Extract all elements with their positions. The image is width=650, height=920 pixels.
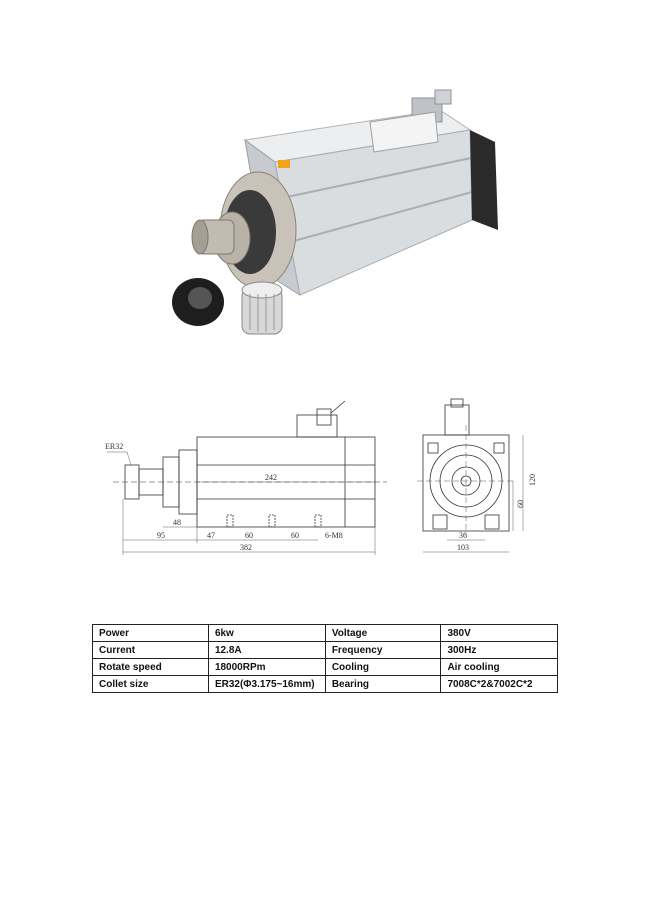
connector-plug-outline xyxy=(317,409,331,425)
dim-body-length: 242 xyxy=(265,473,277,482)
spec-label: Power xyxy=(93,625,209,642)
collet-top xyxy=(242,282,282,298)
end-view-mount xyxy=(485,515,499,529)
spec-label: Cooling xyxy=(325,659,441,676)
table-row xyxy=(93,625,558,642)
dim-collet-label: ER32 xyxy=(105,442,124,451)
mount-hole xyxy=(315,515,321,527)
spec-label: Frequency xyxy=(325,642,441,659)
dim-height-base: 60 xyxy=(516,500,525,508)
dim-bolt-spacing: 36 xyxy=(459,531,467,540)
collet-nut-hole xyxy=(188,287,212,309)
end-view xyxy=(417,399,523,552)
dim-hole-pitch-1: 60 xyxy=(245,531,253,540)
dim-first-hole: 47 xyxy=(207,531,215,540)
spec-label: Rotate speed xyxy=(93,659,209,676)
end-view-connector xyxy=(445,405,469,435)
spec-label: Bearing xyxy=(325,676,441,693)
spec-value: Air cooling xyxy=(441,659,558,676)
spec-value: 12.8A xyxy=(208,642,325,659)
mount-hole xyxy=(269,515,275,527)
table-row xyxy=(93,659,558,676)
spec-value: 18000RPm xyxy=(208,659,325,676)
technical-drawing xyxy=(95,395,565,560)
mount-hole xyxy=(227,515,233,527)
spec-value: ER32(Φ3.175~16mm) xyxy=(208,676,325,693)
spec-label: Current xyxy=(93,642,209,659)
spec-label: Voltage xyxy=(325,625,441,642)
end-view-plug xyxy=(451,399,463,407)
connector-cable xyxy=(331,401,345,413)
spec-value: 7008C*2&7002C*2 xyxy=(441,676,558,693)
spindle-photo xyxy=(150,80,510,350)
table-row xyxy=(93,642,558,659)
spec-label: Collet size xyxy=(93,676,209,693)
spec-value: 6kw xyxy=(208,625,325,642)
end-view-mount xyxy=(433,515,447,529)
spindle-thread-end xyxy=(192,220,208,254)
end-view-slot xyxy=(494,443,504,453)
dim-total-length: 382 xyxy=(240,543,252,552)
collet-leader xyxy=(127,452,131,465)
warning-label xyxy=(278,160,290,168)
end-view-slot xyxy=(428,443,438,453)
table-row xyxy=(93,676,558,693)
spec-table xyxy=(92,624,558,693)
dim-nose-length: 48 xyxy=(173,518,181,527)
dim-height-total: 120 xyxy=(528,474,537,486)
power-connector-plug xyxy=(435,90,451,104)
spec-value: 300Hz xyxy=(441,642,558,659)
dim-hole-spec: 6-M8 xyxy=(325,531,343,540)
dim-hole-pitch-2: 60 xyxy=(291,531,299,540)
dim-width: 103 xyxy=(457,543,469,552)
spec-value: 380V xyxy=(441,625,558,642)
spindle-end-cap xyxy=(470,130,498,230)
dim-shaft-length: 95 xyxy=(157,531,165,540)
